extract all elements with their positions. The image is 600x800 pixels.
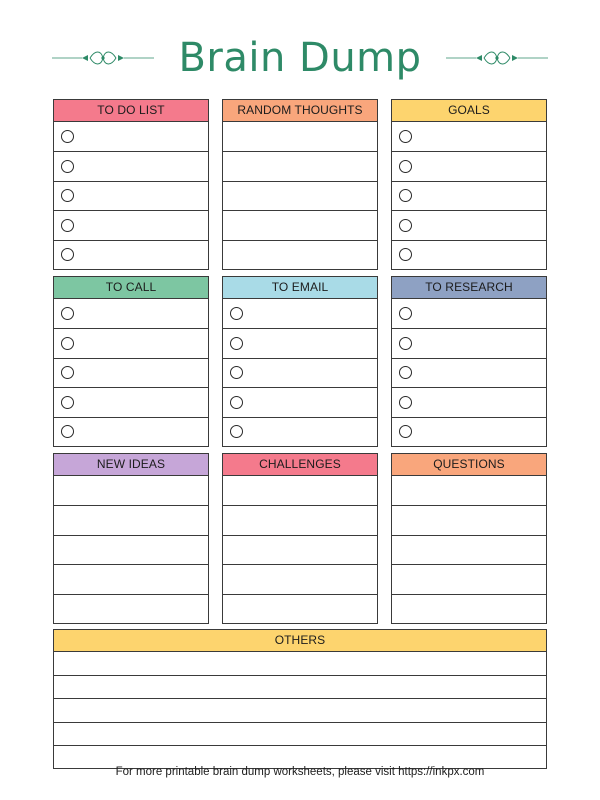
list-item[interactable] xyxy=(54,745,546,768)
section-header: QUESTIONS xyxy=(392,454,546,476)
checkbox-circle-icon[interactable] xyxy=(399,337,412,350)
list-item[interactable] xyxy=(392,328,546,357)
list-item[interactable] xyxy=(392,151,546,180)
list-item[interactable] xyxy=(223,240,377,269)
section-header: GOALS xyxy=(392,100,546,122)
checkbox-circle-icon[interactable] xyxy=(61,425,74,438)
others-rows xyxy=(54,652,546,768)
checkbox-circle-icon[interactable] xyxy=(61,396,74,409)
list-item[interactable] xyxy=(54,328,208,357)
list-item[interactable] xyxy=(54,210,208,239)
section-to-email xyxy=(222,276,378,447)
section-header: TO CALL xyxy=(54,277,208,299)
checkbox-circle-icon[interactable] xyxy=(61,219,74,232)
list-item[interactable] xyxy=(392,299,546,328)
list-item[interactable] xyxy=(54,151,208,180)
list-item[interactable] xyxy=(54,594,208,623)
list-item[interactable] xyxy=(54,240,208,269)
section-header: RANDOM THOUGHTS xyxy=(223,100,377,122)
list-item[interactable] xyxy=(392,594,546,623)
flourish-right-icon xyxy=(446,46,548,70)
checkbox-circle-icon[interactable] xyxy=(61,366,74,379)
list-item[interactable] xyxy=(392,535,546,564)
list-item[interactable] xyxy=(223,122,377,151)
list-item[interactable] xyxy=(392,181,546,210)
list-item[interactable] xyxy=(54,564,208,593)
list-item[interactable] xyxy=(223,417,377,446)
checkbox-circle-icon[interactable] xyxy=(61,307,74,320)
checkbox-circle-icon[interactable] xyxy=(230,366,243,379)
section-header: CHALLENGES xyxy=(223,454,377,476)
checkbox-circle-icon[interactable] xyxy=(61,189,74,202)
page-title: Brain Dump xyxy=(178,35,422,81)
title-row xyxy=(0,30,600,86)
list-item[interactable] xyxy=(54,698,546,721)
list-item[interactable] xyxy=(223,476,377,505)
list-item[interactable] xyxy=(54,652,546,675)
checkbox-circle-icon[interactable] xyxy=(230,337,243,350)
others-header: OTHERS xyxy=(54,630,546,652)
checkbox-circle-icon[interactable] xyxy=(61,130,74,143)
checkbox-circle-icon[interactable] xyxy=(399,307,412,320)
list-item[interactable] xyxy=(223,181,377,210)
list-item[interactable] xyxy=(223,505,377,534)
list-item[interactable] xyxy=(392,210,546,239)
list-item[interactable] xyxy=(223,594,377,623)
list-item[interactable] xyxy=(392,417,546,446)
footer-note: For more printable brain dump worksheets, please visit https://inkpx.com xyxy=(115,766,485,778)
section-header: TO DO LIST xyxy=(54,100,208,122)
section-goals xyxy=(391,99,547,270)
section-header: NEW IDEAS xyxy=(54,454,208,476)
list-item[interactable] xyxy=(54,535,208,564)
checkbox-circle-icon[interactable] xyxy=(399,130,412,143)
list-item[interactable] xyxy=(392,358,546,387)
list-item[interactable] xyxy=(223,210,377,239)
section-questions xyxy=(391,453,547,624)
list-item[interactable] xyxy=(223,151,377,180)
list-item[interactable] xyxy=(54,675,546,698)
others-box xyxy=(53,629,547,769)
list-item[interactable] xyxy=(392,476,546,505)
checkbox-circle-icon[interactable] xyxy=(61,337,74,350)
list-item[interactable] xyxy=(54,122,208,151)
section-header: TO EMAIL xyxy=(223,277,377,299)
list-item[interactable] xyxy=(392,387,546,416)
list-item[interactable] xyxy=(223,564,377,593)
checkbox-circle-icon[interactable] xyxy=(399,189,412,202)
checkbox-circle-icon[interactable] xyxy=(399,425,412,438)
list-item[interactable] xyxy=(54,505,208,534)
list-item[interactable] xyxy=(54,358,208,387)
list-item[interactable] xyxy=(54,299,208,328)
section-random-thoughts xyxy=(222,99,378,270)
list-item[interactable] xyxy=(54,181,208,210)
checkbox-circle-icon[interactable] xyxy=(399,366,412,379)
list-item[interactable] xyxy=(54,417,208,446)
checkbox-circle-icon[interactable] xyxy=(399,219,412,232)
list-item[interactable] xyxy=(54,722,546,745)
checkbox-circle-icon[interactable] xyxy=(230,307,243,320)
checkbox-circle-icon[interactable] xyxy=(399,248,412,261)
list-item[interactable] xyxy=(223,328,377,357)
list-item[interactable] xyxy=(223,299,377,328)
list-item[interactable] xyxy=(392,564,546,593)
section-to-call xyxy=(53,276,209,447)
list-item[interactable] xyxy=(392,122,546,151)
checkbox-circle-icon[interactable] xyxy=(399,160,412,173)
section-new-ideas xyxy=(53,453,209,624)
list-item[interactable] xyxy=(392,505,546,534)
list-item[interactable] xyxy=(223,387,377,416)
checkbox-circle-icon[interactable] xyxy=(230,425,243,438)
list-item[interactable] xyxy=(223,358,377,387)
checkbox-circle-icon[interactable] xyxy=(230,396,243,409)
section-to-do-list xyxy=(53,99,209,270)
list-item[interactable] xyxy=(54,387,208,416)
section-to-research xyxy=(391,276,547,447)
list-item[interactable] xyxy=(54,476,208,505)
section-header: TO RESEARCH xyxy=(392,277,546,299)
section-challenges xyxy=(222,453,378,624)
checkbox-circle-icon[interactable] xyxy=(399,396,412,409)
checkbox-circle-icon[interactable] xyxy=(61,248,74,261)
checkbox-circle-icon[interactable] xyxy=(61,160,74,173)
list-item[interactable] xyxy=(392,240,546,269)
list-item[interactable] xyxy=(223,535,377,564)
